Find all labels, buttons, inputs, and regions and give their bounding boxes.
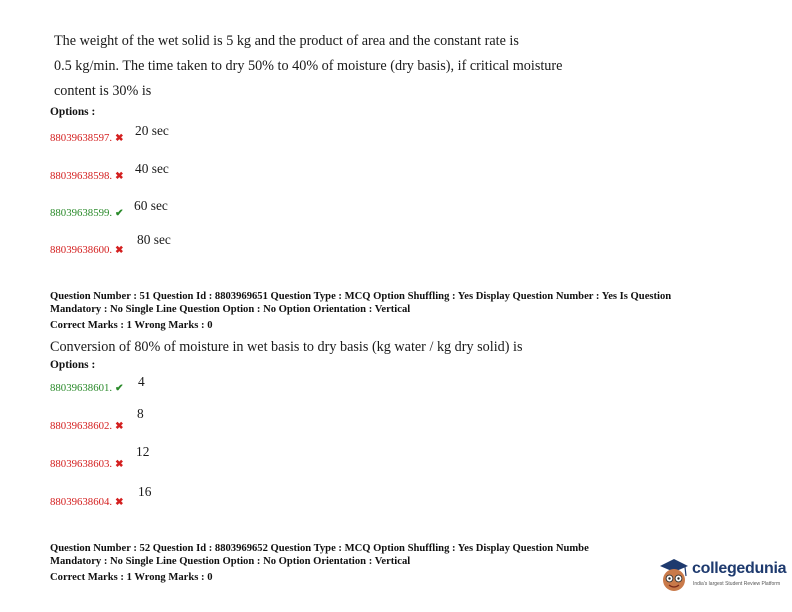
q51-option-1 xyxy=(50,378,123,396)
q51-option-3 xyxy=(50,454,123,472)
q52-meta-line-1: Question Number : 52 Question Id : 8803969652 Question Type : MCQ Option Shuffling : Yes Display Question Numbe xyxy=(50,543,589,554)
q50-option-3-value: 60 sec xyxy=(134,198,168,213)
option-id: 88039638600. xyxy=(50,244,113,256)
q52-meta-line-2: Mandatory : No Single Line Question Option : No Option Orientation : Vertical xyxy=(50,556,411,567)
cross-icon: ✖ xyxy=(115,459,124,470)
checkmark-icon: ✔ xyxy=(115,208,124,219)
q50-text-line-1: The weight of the wet solid is 5 kg and the product of area and the constant rate is xyxy=(54,33,519,49)
q50-option-1-value: 20 sec xyxy=(135,123,169,138)
cross-icon: ✖ xyxy=(115,171,124,182)
q51-option-3-value: 12 xyxy=(136,444,150,459)
q51-option-2-value: 8 xyxy=(137,406,144,421)
q51-meta-line-1: Question Number : 51 Question Id : 8803969651 Question Type : MCQ Option Shuffling : Yes Display Question Number : Yes Is Question xyxy=(50,291,672,302)
checkmark-icon: ✔ xyxy=(115,383,124,394)
q52-marks: Correct Marks : 1 Wrong Marks : 0 xyxy=(50,572,213,583)
q51-marks: Correct Marks : 1 Wrong Marks : 0 xyxy=(50,320,213,331)
q50-text-line-3: content is 30% is xyxy=(54,83,152,99)
q51-option-1-value: 4 xyxy=(138,374,145,389)
q51-option-4-value: 16 xyxy=(138,484,152,499)
option-id: 88039638601. xyxy=(50,382,113,394)
q50-options-label: Options : xyxy=(50,106,96,118)
q50-option-2 xyxy=(50,166,123,184)
cross-icon: ✖ xyxy=(115,497,124,508)
option-id: 88039638603. xyxy=(50,458,113,470)
collegedunia-logo[interactable] xyxy=(657,556,787,596)
option-id: 88039638597. xyxy=(50,132,113,144)
q51-meta-line-2: Mandatory : No Single Line Question Option : No Option Orientation : Vertical xyxy=(50,304,411,315)
q50-text-line-2: 0.5 kg/min. The time taken to dry 50% to 40% of moisture (dry basis), if critical moisture xyxy=(54,58,563,74)
option-id: 88039638604. xyxy=(50,496,113,508)
option-id: 88039638602. xyxy=(50,420,113,432)
option-id: 88039638599. xyxy=(50,207,113,219)
logo-name: collegedunia xyxy=(692,560,787,577)
q51-options-label: Options : xyxy=(50,359,96,371)
q51-option-2 xyxy=(50,416,123,434)
cross-icon: ✖ xyxy=(115,133,124,144)
cross-icon: ✖ xyxy=(115,421,124,432)
logo-tagline: India's largest Student Review Platform xyxy=(693,581,781,587)
q50-option-1 xyxy=(50,128,123,146)
option-id: 88039638598. xyxy=(50,170,113,182)
cross-icon: ✖ xyxy=(115,245,124,256)
q50-option-4-value: 80 sec xyxy=(137,232,171,247)
q50-option-3 xyxy=(50,203,123,221)
q51-option-4 xyxy=(50,492,123,510)
graduate-mascot-icon xyxy=(657,556,691,596)
q51-question-text: Conversion of 80% of moisture in wet basis to dry basis (kg water / kg dry solid) is xyxy=(50,339,523,355)
q50-option-4 xyxy=(50,240,123,258)
q50-option-2-value: 40 sec xyxy=(135,161,169,176)
